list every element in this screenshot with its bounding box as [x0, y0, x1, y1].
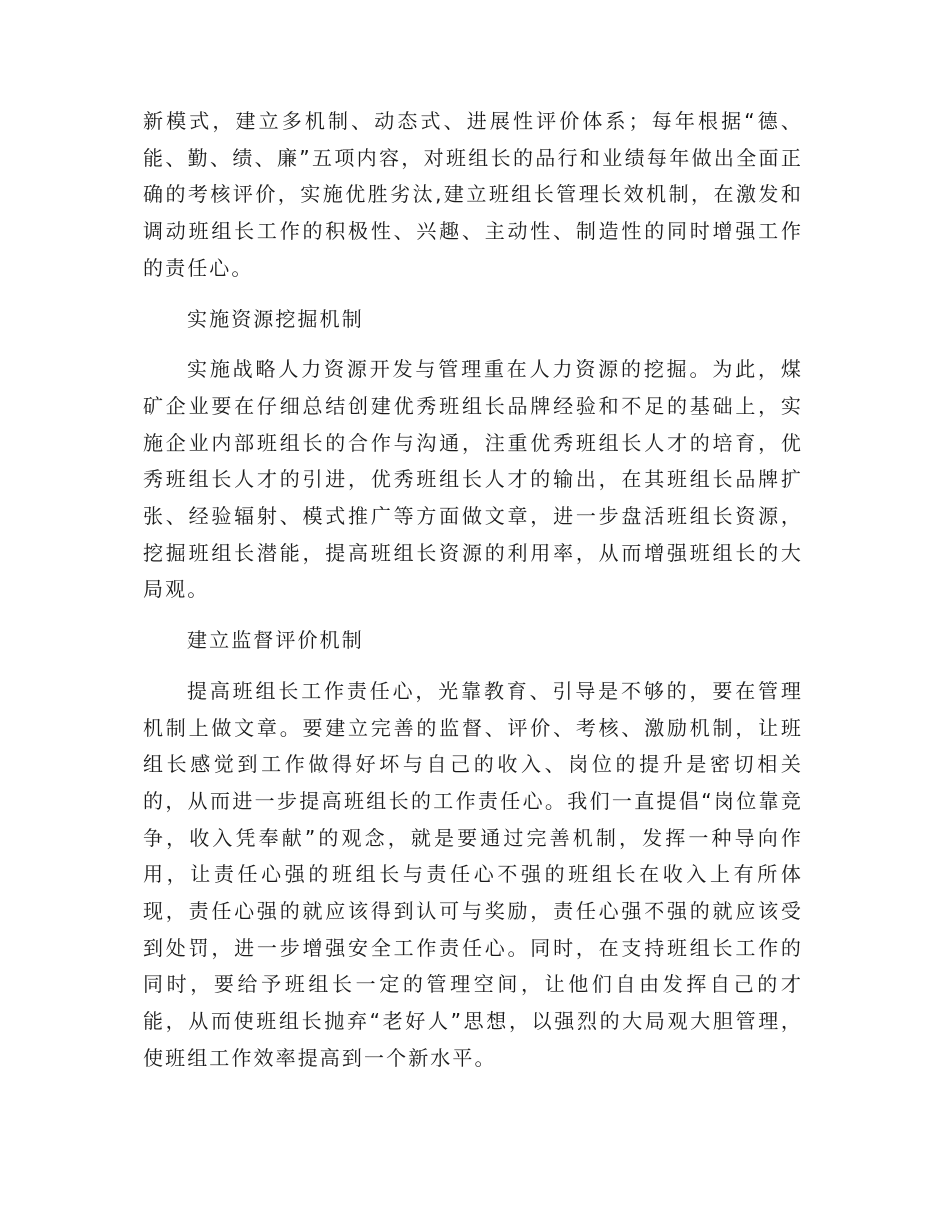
paragraph-evaluation-system: 新模式，建立多机制、动态式、进展性评价体系；每年根据“德、能、勤、绩、廉”五项内容，对班组长的品行和业绩每年做出全面正确的考核评价，实施优胜劣汰,建立班组长管理长效机制，在激发和调动班组长工作的积极性、兴趣、主动性、制造性的同时增强工作的责任心。 — [143, 109, 803, 280]
paragraph-supervision-evaluation: 提高班组长工作责任心，光靠教育、引导是不够的，要在管理机制上做文章。要建立完善的监督、评价、考核、激励机制，让班组长感觉到工作做得好坏与自己的收入、岗位的提升是密切相关的，从而进一步提高班组长的工作责任心。我们一直提倡“岗位靠竞争，收入凭奉献”的观念，就是要通过完善机制，发挥一种导向作用，让责任心强的班组长与责任心不强的班组长在收入上有所体现，责任心强的就应该得到认可与奖励，责任心强不强的就应该受到处罚，进一步增强安全工作责任心。同时，在支持班组长工作的同时，要给予班组长一定的管理空间，让他们自由发挥自己的才能，从而使班组长抛弃“老好人”思想，以强烈的大局观大胆管理，使班组工作效率提高到一个新水平。 — [143, 678, 803, 1070]
section-heading-resource-mining: 实施资源挖掘机制 — [187, 306, 364, 331]
paragraph-resource-mining: 实施战略人力资源开发与管理重在人力资源的挖掘。为此，煤矿企业要在仔细总结创建优秀班组长品牌经验和不足的基础上，实施企业内部班组长的合作与沟通，注重优秀班组长人才的培育，优秀班组长人才的引进，优秀班组长人才的输出，在其班组长品牌扩张、经验辐射、模式推广等方面做文章，进一步盘活班组长资源，挖掘班组长潜能，提高班组长资源的利用率，从而增强班组长的大局观。 — [143, 357, 803, 602]
document-body — [143, 103, 803, 1091]
section-heading-supervision-evaluation: 建立监督评价机制 — [187, 628, 364, 653]
